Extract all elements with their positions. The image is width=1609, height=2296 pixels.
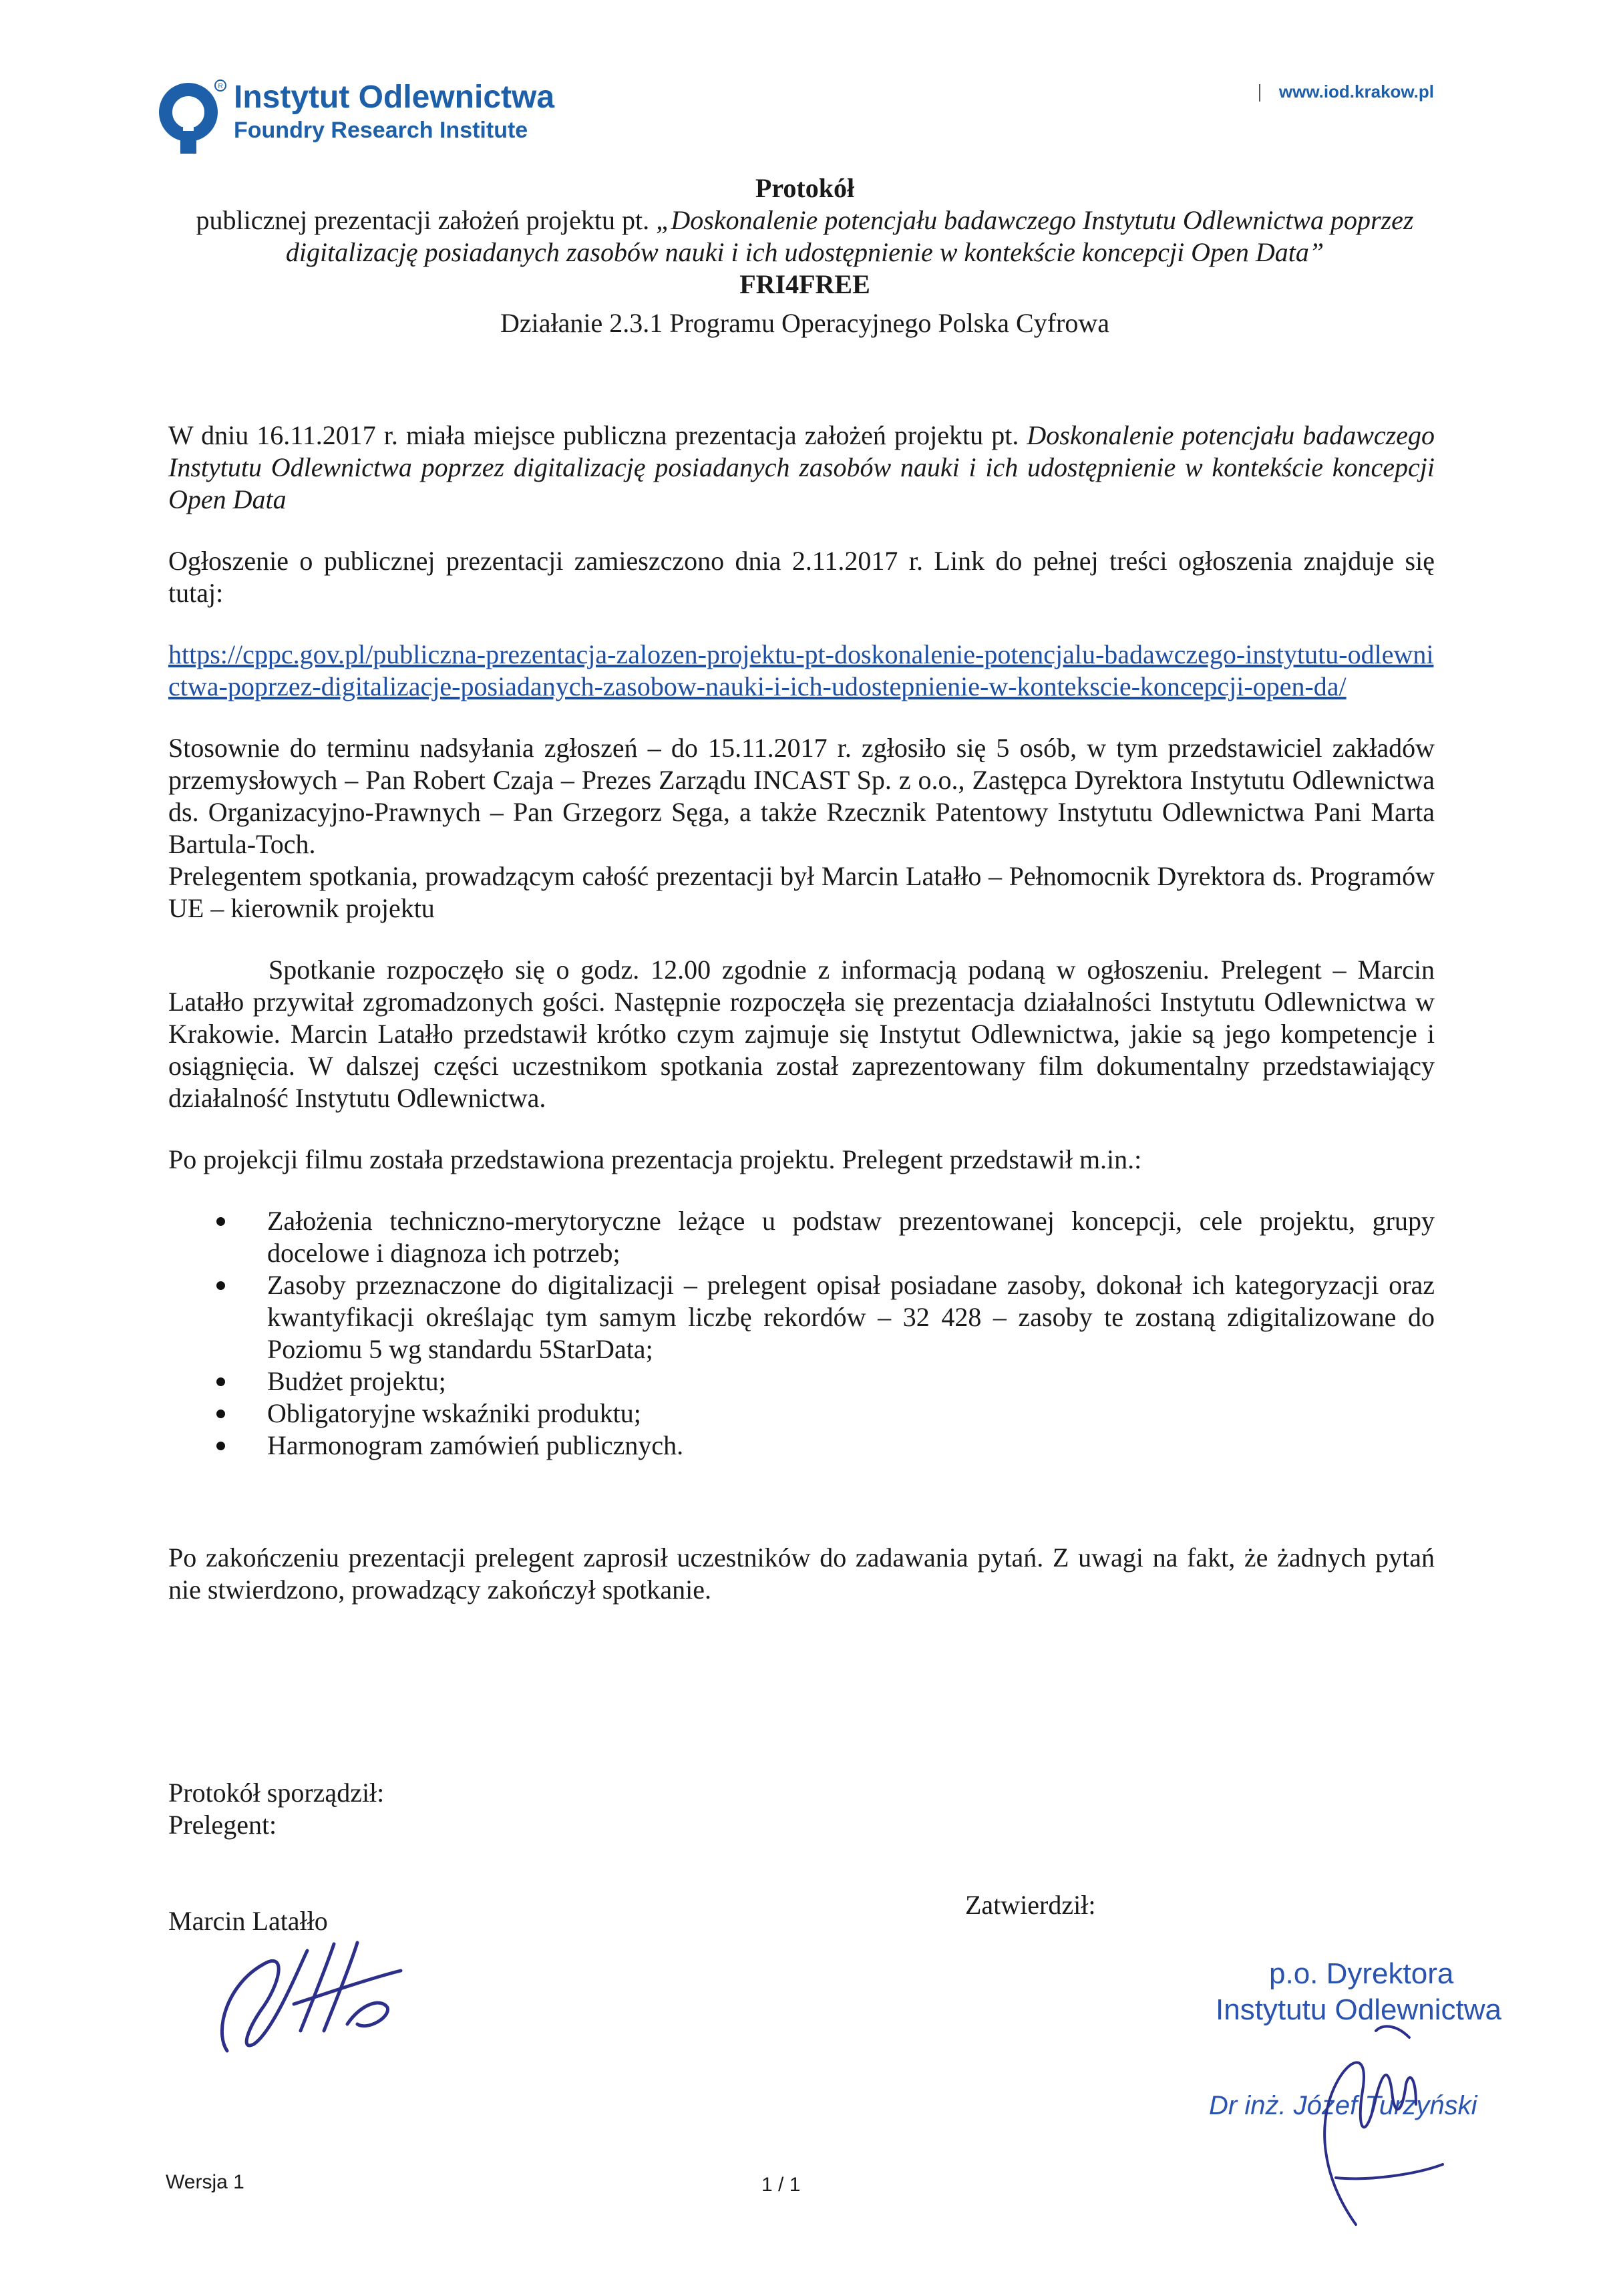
list-item-text: Zasoby przeznaczone do digitalizacji – prelegent opisał posiadane zasoby, dokonał ich kategoryzacji oraz kwantyfikacji określając tym samym liczbę rekordów – 32 428 – zasoby te zostaną zdigitalizowane do Poziomu 5 wg standardu 5StarData;: [267, 1270, 1435, 1364]
paragraph-announcement: Ogłoszenie o publicznej prezentacji zamieszczono dnia 2.11.2017 r. Link do pełnej treści ogłoszenia znajduje się tutaj:: [168, 546, 1435, 608]
list-item-text: Założenia techniczno-merytoryczne leżące u podstaw prezentowanej koncepcji, cele projektu, grupy docelowe i diagnoza ich potrzeb;: [267, 1206, 1435, 1268]
paragraph-closing: Po zakończeniu prezentacji prelegent zaprosił uczestników do zadawania pytań. Z uwagi na fakt, że żadnych pytań nie stwierdzono, prowadzący zakończył spotkanie.: [168, 1542, 1435, 1605]
website-link[interactable]: [1259, 81, 1434, 102]
director-signature-icon: [1309, 2011, 1563, 2231]
document-heading: Protokół: [755, 173, 855, 203]
list-item-text: Harmonogram zamówień publicznych.: [267, 1430, 684, 1460]
list-item: [168, 1430, 1435, 1462]
title-prefix: publicznej prezentacji założeń projektu pt.: [196, 205, 657, 235]
header-divider: [1259, 84, 1260, 102]
list-item: [168, 1205, 1435, 1269]
topics-list: [168, 1205, 1435, 1462]
bullet-icon: [216, 1377, 225, 1386]
institute-name: Instytut Odlewnictwa: [234, 79, 555, 115]
speaker-name: Marcin Latałło: [168, 1906, 328, 1936]
list-item-text: Obligatoryjne wskaźniki produktu;: [267, 1398, 641, 1428]
title-description: [167, 204, 1443, 269]
speaker-signature-icon: [200, 1924, 414, 2064]
stamp-institute: Instytutu Odlewnictwa: [1216, 1993, 1501, 2026]
p1-prefix: W dniu 16.11.2017 r. miała miejsce publiczna prezentacja założeń projektu pt.: [168, 420, 1027, 450]
title-block: [167, 172, 1443, 339]
bullet-icon: [216, 1410, 225, 1418]
list-item: [168, 1398, 1435, 1430]
website-text: www.iod.krakow.pl: [1278, 81, 1434, 102]
project-code: FRI4FREE: [739, 269, 870, 299]
institute-logo-icon: [154, 73, 240, 160]
footer-version: Wersja 1: [166, 2171, 244, 2193]
footer-page-number: 1 / 1: [761, 2174, 801, 2196]
paragraph-presentation: Po projekcji filmu została przedstawiona prezentacja projektu. Prelegent przedstawił m.in.:: [168, 1144, 1142, 1174]
paragraph-participants: Stosownie do terminu nadsyłania zgłoszeń – do 15.11.2017 r. zgłosiło się 5 osób, w tym przedstawiciel zakładów przemysłowych – Pan Robert Czaja – Prezes Zarządu INCAST Sp. z o.o., Zastępca Dyrektora Instytutu Odlewnictwa ds. Organizacyjno-Prawnych – Pan Grzegorz Sęga, a także Rzecznik Patentowy Instytutu Odlewnictwa Pani Marta Bartula-Toch.: [168, 733, 1435, 859]
bullet-icon: [216, 1442, 225, 1450]
announcement-link-paragraph: [168, 639, 1435, 703]
list-item: [168, 1269, 1435, 1365]
paragraph-date: [168, 420, 1435, 516]
list-item-text: Budżet projektu;: [267, 1366, 446, 1396]
announcement-link[interactable]: https://cppc.gov.pl/publiczna-prezentacja-zalozen-projektu-pt-doskonalenie-potencjalu-badawczego-instytutu-odlewnictwa-poprzez-digitalizacje-posiadanych-zasobow-nauki-i-ich-udostepnienie-w-kontekscie-koncepcji-open-da/: [168, 639, 1434, 701]
brand-block: [234, 79, 554, 144]
signature-block: [168, 1777, 384, 1937]
stamp-title: p.o. Dyrektora: [1269, 1957, 1454, 1990]
stamp-director-name: Dr inż. Józef Turzyński: [1209, 2091, 1477, 2120]
document-body: [168, 420, 1435, 1635]
paragraph-meeting: Spotkanie rozpoczęło się o godz. 12.00 zgodnie z informacją podaną w ogłoszeniu. Prelegent – Marcin Latałło przywitał zgromadzonych gości. Następnie rozpoczęła się prezentacja działalności Instytutu Odlewnictwa w Krakowie. Marcin Latałło przedstawił krótko czym zajmuje się Instytut Odlewnictwa, jakie są jego kompetencje i osiągnięcia. W dalszej części uczestnikom spotkania został zaprezentowany film dokumentalny przedstawiający działalność Instytutu Odlewnictwa.: [168, 955, 1435, 1113]
list-item: [168, 1365, 1435, 1398]
speaker-label: Prelegent:: [168, 1810, 277, 1840]
program-action: Działanie 2.3.1 Programu Operacyjnego Polska Cyfrowa: [500, 308, 1109, 338]
svg-text:R: R: [218, 83, 223, 90]
bullet-icon: [216, 1281, 225, 1290]
title-project-name: „Doskonalenie potencjału badawczego Instytutu Odlewnictwa poprzez digitalizację posiadanych zasobów nauki i ich udostępnienie w kontekście koncepcji Open Data”: [285, 205, 1414, 267]
bullet-icon: [216, 1217, 225, 1226]
institute-subtitle: Foundry Research Institute: [234, 118, 528, 143]
paragraph-speaker: Prelegentem spotkania, prowadzącym całość prezentacji był Marcin Latałło – Pełnomocnik Dyrektora ds. Programów UE – kierownik projektu: [168, 861, 1435, 923]
p1-project: Doskonalenie potencjału badawczego Instytutu Odlewnictwa poprzez digitalizację posiadanych zasobów nauki i ich udostępnienie w kontekście koncepcji Open Data: [168, 420, 1435, 514]
prepared-by-label: Protokół sporządził:: [168, 1778, 385, 1808]
approved-by-label: Zatwierdził:: [965, 1890, 1096, 1920]
